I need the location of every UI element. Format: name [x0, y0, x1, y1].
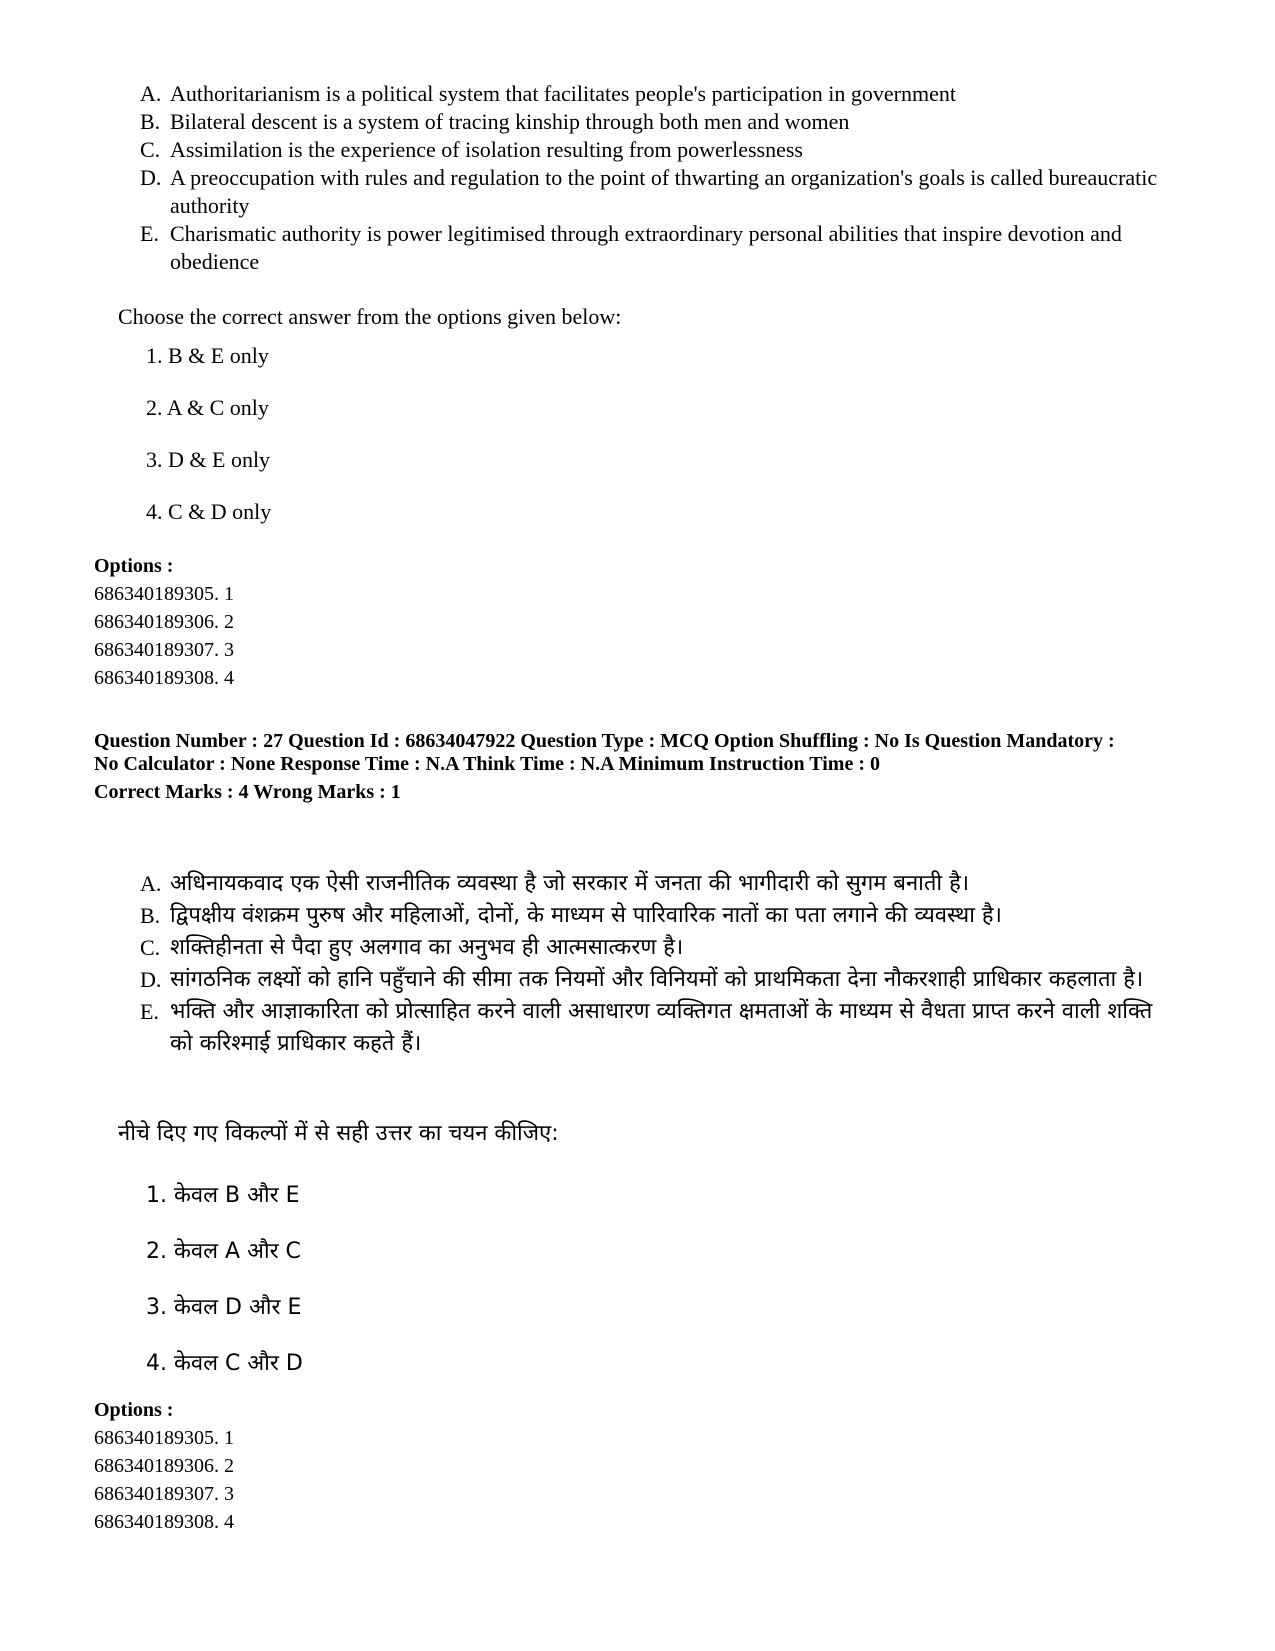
- option-id: 686340189307. 3: [94, 1483, 234, 1505]
- statement-text: Bilateral descent is a system of tracing kinship through both men and women: [170, 109, 850, 134]
- options-label: Options :: [94, 1399, 174, 1421]
- statement-text: A preoccupation with rules and regulation to the point of thwarting an organization's goals is called bureaucratic authority: [170, 165, 1158, 218]
- statement-c: [140, 136, 1180, 164]
- english-statements: [140, 80, 1180, 276]
- answer-choice-4-hindi: 4. केवल C और D: [146, 1351, 303, 1376]
- question-meta-line-2: No Calculator : None Response Time : N.A Think Time : N.A Minimum Instruction Time : 0: [94, 753, 880, 775]
- statement-letter: A.: [140, 871, 162, 896]
- statement-text: द्विपक्षीय वंशक्रम पुरुष और महिलाओं, दोनों, के माध्यम से पारिवारिक नातों का पता लगाने की व्यवस्था है।: [170, 903, 1002, 928]
- option-id: 686340189305. 1: [94, 1427, 234, 1449]
- answer-choice-1: 1. B & E only: [146, 343, 269, 368]
- option-id: 686340189306. 2: [94, 611, 234, 633]
- option-id: 686340189308. 4: [94, 1511, 234, 1533]
- statement-c-hindi: [140, 932, 1180, 964]
- statement-text: भक्ति और आज्ञाकारिता को प्रोत्साहित करने वाली असाधारण व्यक्तिगत क्षमताओं के माध्यम से वैधता प्राप्त करने वाली शक्ति को करिश्माई प्राधिकार कहते हैं।: [170, 999, 1153, 1056]
- answer-choice-1-hindi: 1. केवल B और E: [146, 1183, 300, 1208]
- statement-letter: C.: [140, 137, 161, 162]
- answer-choice-2: 2. A & C only: [146, 395, 269, 420]
- option-id: 686340189306. 2: [94, 1455, 234, 1477]
- statement-letter: E.: [140, 999, 159, 1024]
- choose-prompt: Choose the correct answer from the options given below:: [118, 304, 622, 329]
- answer-choice-3-hindi: 3. केवल D और E: [146, 1295, 302, 1320]
- statement-a-hindi: [140, 868, 1180, 900]
- hindi-statements: [140, 868, 1180, 1060]
- statement-d: [140, 164, 1180, 220]
- answer-choice-3: 3. D & E only: [146, 447, 271, 472]
- statement-text: शक्तिहीनता से पैदा हुए अलगाव का अनुभव ही आत्मसात्करण है।: [170, 935, 684, 960]
- statement-text: Charismatic authority is power legitimised through extraordinary personal abilities that inspire devotion and obedience: [170, 221, 1122, 274]
- choose-prompt-hindi: नीचे दिए गए विकल्पों में से सही उत्तर का चयन कीजिए:: [118, 1121, 559, 1146]
- answer-choice-4: 4. C & D only: [146, 499, 272, 524]
- statement-b-hindi: [140, 900, 1180, 932]
- statement-text: Assimilation is the experience of isolation resulting from powerlessness: [170, 137, 803, 162]
- statement-letter: B.: [140, 109, 161, 134]
- marks-line: Correct Marks : 4 Wrong Marks : 1: [94, 781, 401, 803]
- question-meta-line-1: Question Number : 27 Question Id : 68634047922 Question Type : MCQ Option Shuffling : No Is Question Mandatory :: [94, 730, 1115, 752]
- statement-letter: E.: [140, 221, 159, 246]
- statement-letter: B.: [140, 903, 161, 928]
- statement-letter: A.: [140, 81, 162, 106]
- statement-d-hindi: [140, 964, 1180, 996]
- statement-e-hindi: [140, 996, 1180, 1060]
- option-id: 686340189308. 4: [94, 667, 234, 689]
- statement-text: Authoritarianism is a political system that facilitates people's participation in government: [170, 81, 956, 106]
- statement-text: अधिनायकवाद एक ऐसी राजनीतिक व्यवस्था है जो सरकार में जनता की भागीदारी को सुगम बनाती है।: [170, 871, 970, 896]
- statement-letter: C.: [140, 935, 161, 960]
- answer-choice-2-hindi: 2. केवल A और C: [146, 1239, 301, 1264]
- statement-b: [140, 108, 1180, 136]
- statement-a: [140, 80, 1180, 108]
- statement-e: [140, 220, 1180, 276]
- option-id: 686340189307. 3: [94, 639, 234, 661]
- statement-letter: D.: [140, 967, 162, 992]
- statement-text: सांगठनिक लक्ष्यों को हानि पहुँचाने की सीमा तक नियमों और विनियमों को प्राथमिकता देना नौकरशाही प्राधिकार कहलाता है।: [170, 967, 1144, 992]
- option-id: 686340189305. 1: [94, 583, 234, 605]
- options-label: Options :: [94, 555, 174, 577]
- statement-letter: D.: [140, 165, 162, 190]
